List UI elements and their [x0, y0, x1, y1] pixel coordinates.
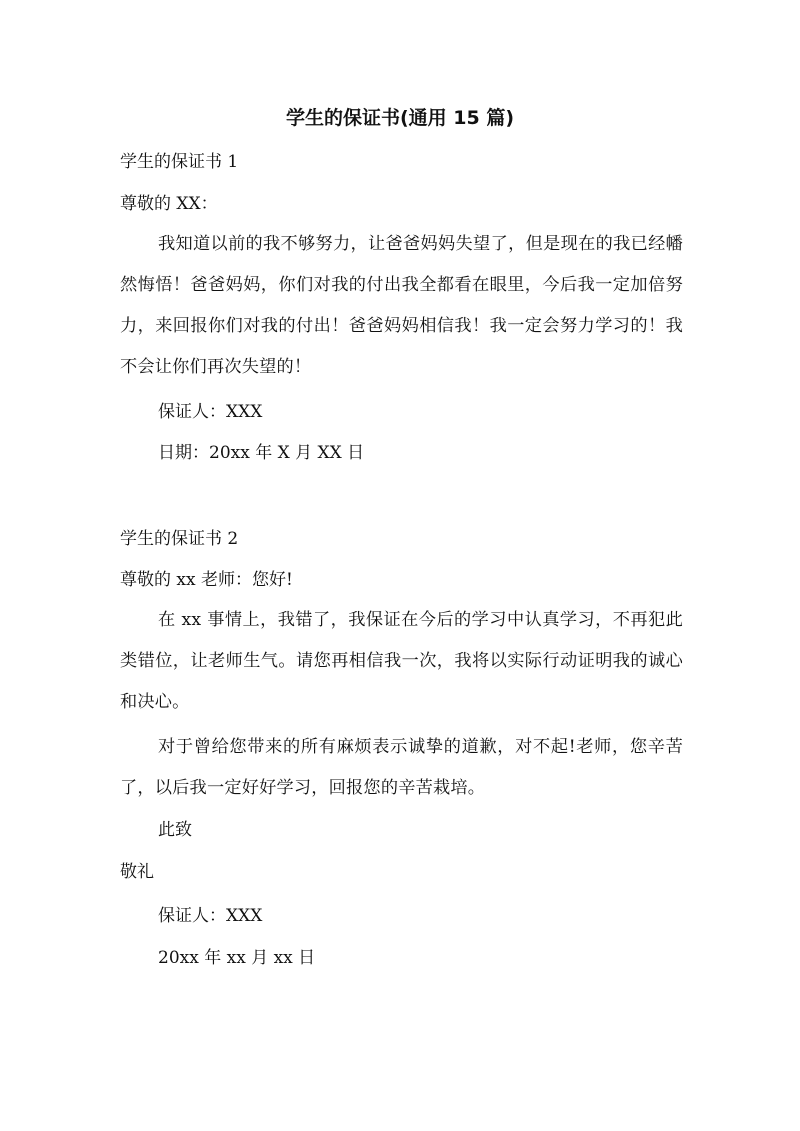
letter1-date: 日期：20xx 年 X 月 XX 日 — [158, 443, 365, 463]
document-title: 学生的保证书(通用 15 篇) — [285, 107, 515, 129]
letter1-salutation: 尊敬的 XX： — [120, 194, 218, 214]
letter1-body: 我知道以前的我不够努力，让爸爸妈妈失望了，但是现在的我已经幡然悔悟！爸爸妈妈，你们对我的付出我全都看在眼里，今后我一定加倍努力，来回报你们对我的付出！爸爸妈妈相信我！我一定会努力学习的！我不会让你们再次失望的！ — [120, 234, 683, 377]
letter2-signer: 保证人：XXX — [158, 906, 263, 926]
letter2-heading: 学生的保证书 2 — [120, 529, 239, 549]
letter2-body-2: 对于曾给您带来的所有麻烦表示诚挚的道歉，对不起!老师，您辛苦了，以后我一定好好学习，回报您的辛苦栽培。 — [120, 737, 683, 798]
letter1-heading: 学生的保证书 1 — [120, 152, 239, 172]
letter2-closing-2: 敬礼 — [120, 862, 154, 882]
letter1-signer: 保证人：XXX — [158, 402, 263, 422]
letter2-salutation: 尊敬的 xx 老师：您好! — [120, 570, 293, 590]
letter2-body-1: 在 xx 事情上，我错了，我保证在今后的学习中认真学习，不再犯此类错位，让老师生气。请您再相信我一次，我将以实际行动证明我的诚心和决心。 — [120, 610, 683, 712]
letter2-closing-1: 此致 — [158, 820, 192, 840]
letter2-date: 20xx 年 xx 月 xx 日 — [158, 948, 316, 968]
